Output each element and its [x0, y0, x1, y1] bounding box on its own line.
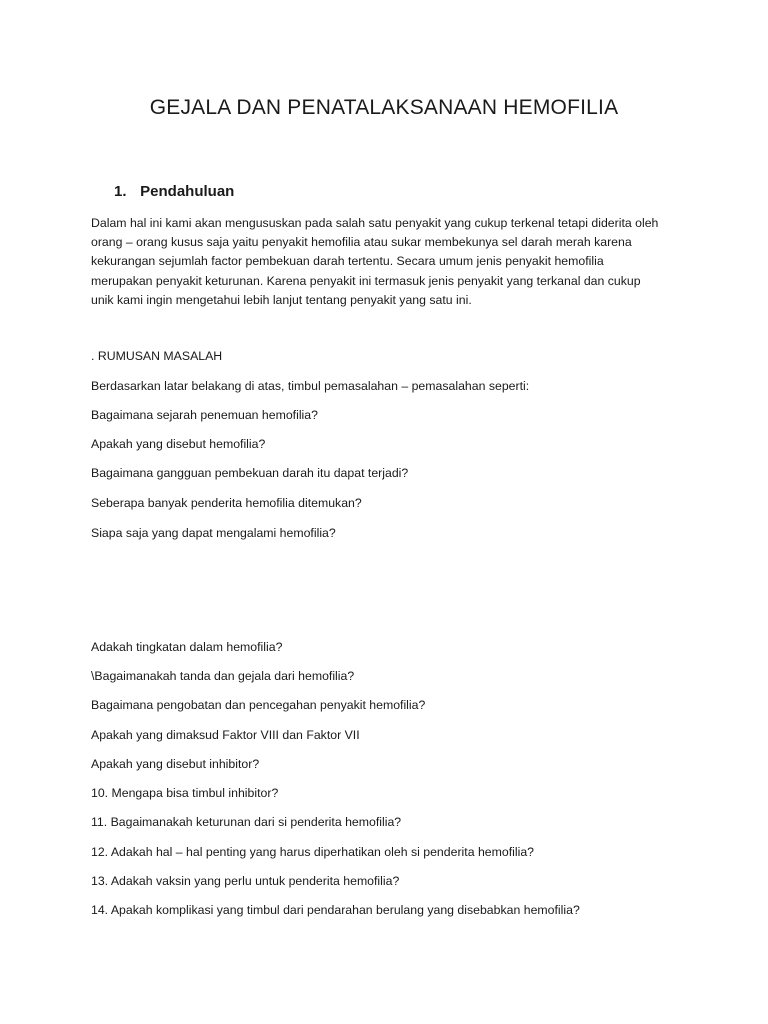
question-item: Seberapa banyak penderita hemofilia ditemukan?: [91, 496, 362, 510]
question-item: 14. Apakah komplikasi yang timbul dari pendarahan berulang yang disebabkan hemofilia?: [91, 903, 580, 917]
paragraph-line: kekurangan sejumlah factor pembekuan darah tertentu. Secara umum jenis penyakit hemofilia: [91, 254, 604, 269]
question-item: 13. Adakah vaksin yang perlu untuk penderita hemofilia?: [91, 874, 400, 888]
question-item: Apakah yang dimaksud Faktor VIII dan Faktor VII: [91, 728, 360, 742]
question-item: Bagaimana sejarah penemuan hemofilia?: [91, 408, 318, 422]
question-item: 12. Adakah hal – hal penting yang harus diperhatikan oleh si penderita hemofilia?: [91, 845, 535, 859]
question-item: Bagaimana gangguan pembekuan darah itu dapat terjadi?: [91, 466, 409, 480]
question-item: 10. Mengapa bisa timbul inhibitor?: [91, 786, 279, 800]
paragraph-line: Dalam hal ini kami akan mengususkan pada salah satu penyakit yang cukup terkenal tetapi diderita oleh: [91, 216, 659, 230]
rumusan-heading: . RUMUSAN MASALAH: [91, 349, 223, 363]
question-item: Siapa saja yang dapat mengalami hemofilia?: [91, 526, 336, 540]
question-item: Apakah yang disebut hemofilia?: [91, 437, 266, 451]
section-number: 1.: [114, 183, 127, 200]
paragraph-line: unik kami ingin mengetahui lebih lanjut tentang penyakit yang satu ini.: [91, 292, 472, 307]
question-item: Adakah tingkatan dalam hemofilia?: [91, 640, 283, 654]
section-label: Pendahuluan: [140, 183, 235, 200]
rumusan-intro: Berdasarkan latar belakang di atas, timbul pemasalahan – pemasalahan seperti:: [91, 379, 530, 393]
question-item: Bagaimana pengobatan dan pencegahan penyakit hemofilia?: [91, 698, 426, 712]
question-item: \Bagaimanakah tanda dan gejala dari hemofilia?: [91, 669, 355, 683]
intro-paragraph: [91, 214, 691, 310]
paragraph-line: merupakan penyakit keturunan. Karena penyakit ini termasuk jenis penyakit yang terkanal dan cukup: [91, 273, 641, 288]
document-title: GEJALA DAN PENATALAKSANAAN HEMOFILIA: [149, 96, 619, 119]
question-item: Apakah yang disebut inhibitor?: [91, 757, 260, 771]
section-heading: [114, 183, 234, 200]
paragraph-line: orang – orang kusus saja yaitu penyakit hemofilia atau sukar membekunya sel darah merah karena: [91, 235, 632, 250]
question-item: 11. Bagaimanakah keturunan dari si penderita hemofilia?: [91, 815, 402, 829]
